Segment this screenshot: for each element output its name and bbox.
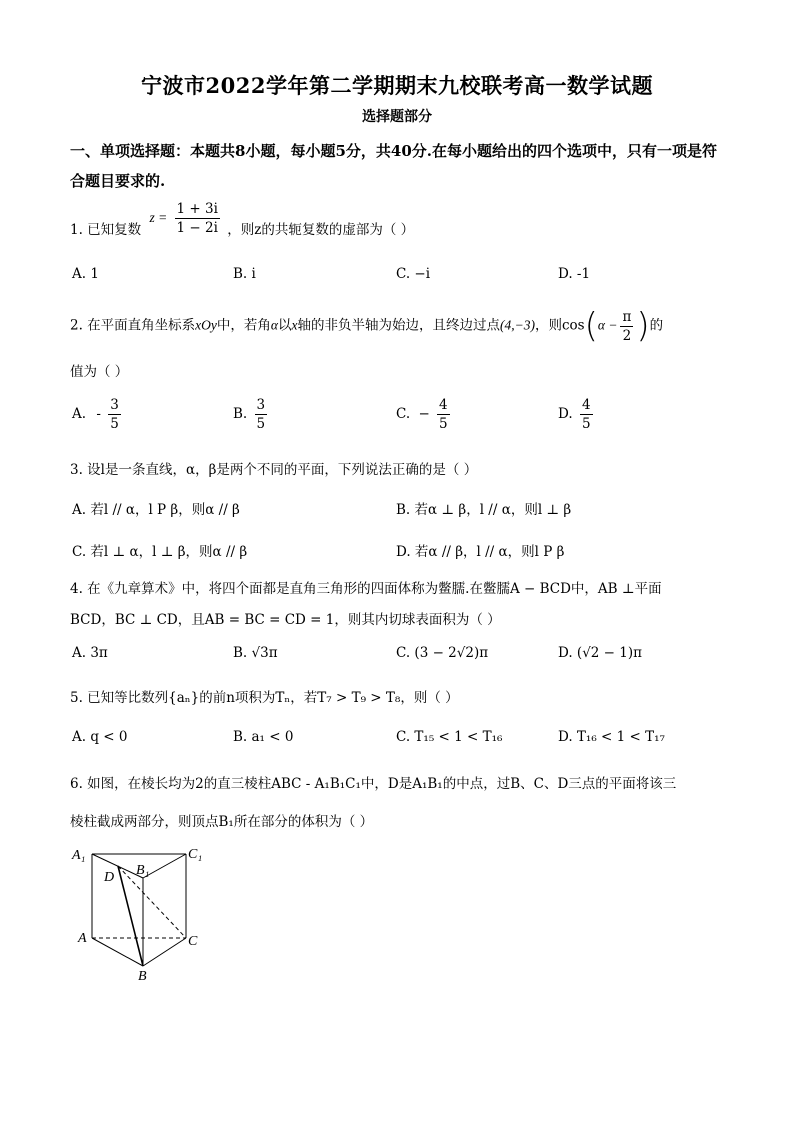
q1-fraction-num: 1 + 3i <box>176 201 218 217</box>
q3-option-c: C. 若l ⊥ α，l ⊥ β，则α // β <box>72 544 248 560</box>
q4-option-d: D. (√2 − 1)π <box>558 645 643 661</box>
q4-option-b: B. √3π <box>233 645 278 661</box>
q2-option-a-num: 3 <box>110 397 119 413</box>
q1-option-d: D. -1 <box>558 266 591 282</box>
label-d: D <box>104 870 115 885</box>
q2-option-a-den: 5 <box>110 416 119 432</box>
q2-cos: cos <box>561 317 585 334</box>
q4-option-c: C. (3 − 2√2)π <box>396 645 489 661</box>
q3-option-a: A. 若l // α，l P β，则α // β <box>72 502 240 518</box>
q2-option-c-sign: − <box>418 406 430 422</box>
label-a1: A₁ <box>72 848 86 863</box>
q2-xoy: xOy <box>195 317 217 333</box>
question-6-line2: 棱柱截成两部分，则顶点B₁所在部分的体积为（ ） <box>70 814 374 830</box>
question-4-line2: BCD，BC ⊥ CD，且AB = BC = CD = 1，则其内切球表面积为（ ） <box>70 612 501 628</box>
question-5-stem: 5. 已知等比数列{aₙ}的前n项积为Tₙ，若T₇ > T₉ > T₈，则（ ） <box>70 690 459 706</box>
q5-option-b: B. a₁ < 0 <box>233 729 294 745</box>
q2-option-b-frac <box>255 396 268 433</box>
q2-inner: α − <box>597 317 618 333</box>
section-heading: 一、单项选择题：本题共8小题，每小题5分，共40分.在每小题给出的四个选项中，只有一项是符合题目要求的. <box>70 142 717 190</box>
q2-option-b-den: 5 <box>256 416 266 432</box>
label-b1: B₁ <box>136 863 150 878</box>
q2-option-c <box>396 396 453 433</box>
label-a: A <box>78 931 87 946</box>
q2-option-c-frac <box>437 396 450 433</box>
q2-text-d: 轴的非负半轴为始边，且终边过点 <box>297 317 500 334</box>
question-6-line1: 6. 如图，在棱长均为2的直三棱柱ABC - A₁B₁C₁中，D是A₁B₁的中点，过B、C、D三点的平面将该三 <box>70 776 677 792</box>
q2-option-d <box>558 396 596 433</box>
q2-alpha: α <box>270 317 278 333</box>
q2-option-a-sign: - <box>96 406 101 422</box>
question-3-stem: 3. 设l是一条直线，α，β是两个不同的平面，下列说法正确的是（ ） <box>70 462 478 478</box>
q5-option-d: D. T₁₆ < 1 < T₁₇ <box>558 729 665 745</box>
q2-text-f: 的 <box>649 317 664 334</box>
q3-option-d: D. 若α // β，l // α，则l P β <box>396 544 565 560</box>
question-1-stem <box>70 201 415 249</box>
q4-option-a: A. 3π <box>72 645 108 661</box>
q2-text-c: 以 <box>278 317 292 334</box>
q2-left-paren: ( <box>584 306 598 346</box>
q2-option-d-num: 4 <box>581 397 591 413</box>
q1-fraction-den: 1 − 2i <box>176 220 218 236</box>
q2-option-a <box>72 396 124 433</box>
q2-pi-fraction <box>620 308 633 345</box>
q1-option-a: A. 1 <box>72 266 99 282</box>
q2-option-d-label: D. <box>558 406 573 422</box>
q2-option-b-num: 3 <box>256 397 266 413</box>
question-2-stem <box>70 306 663 346</box>
q2-option-b <box>233 396 270 433</box>
q2-x: x <box>291 317 298 333</box>
label-b: B <box>138 969 147 984</box>
section-subtitle: 选择题部分 <box>362 109 432 125</box>
q2-text-b: 中，若角 <box>216 317 271 334</box>
q2-text-e: ，则 <box>534 317 562 334</box>
q2-point: (4,−3) <box>500 317 535 333</box>
label-c: C <box>188 934 198 949</box>
edge-b1-c1 <box>143 854 186 878</box>
edge-d-c <box>118 866 186 938</box>
q2-two: 2 <box>622 327 632 344</box>
prism-figure <box>70 838 220 988</box>
edge-b-c <box>143 938 186 966</box>
q2-text-a: 2. 在平面直角坐标系 <box>70 317 196 334</box>
q5-option-a: A. q < 0 <box>72 729 128 745</box>
q1-fraction <box>175 200 220 237</box>
q2-option-d-den: 5 <box>581 416 591 432</box>
page-title: 宁波市2022学年第二学期期末九校联考高一数学试题 <box>141 73 653 98</box>
q2-right-paren: ) <box>636 306 650 346</box>
q1-option-b: B. i <box>233 266 256 282</box>
edge-d-b <box>118 866 143 966</box>
q3-option-b: B. 若α ⊥ β，l // α，则l ⊥ β <box>396 502 572 518</box>
q2-option-c-num: 4 <box>439 397 448 413</box>
q2-option-c-den: 5 <box>439 416 448 432</box>
q2-option-a-frac <box>108 396 121 433</box>
q2-option-b-label: B. <box>233 406 248 422</box>
q1-suffix: ，则z的共轭复数的虚部为（ ） <box>227 222 415 238</box>
label-c1: C₁ <box>188 847 203 862</box>
q2-pi: π <box>622 308 632 325</box>
q5-option-c: C. T₁₅ < 1 < T₁₆ <box>396 729 503 745</box>
q2-option-a-label: A. <box>72 406 87 422</box>
q1-z-eq: z = <box>149 210 168 225</box>
question-4-line1: 4. 在《九章算术》中，将四个面都是直角三角形的四面体称为鳖臑.在鳖臑A − BCD中，AB ⊥平面 <box>70 581 662 597</box>
q2-option-c-label: C. <box>396 406 411 422</box>
q1-prefix: 1. 已知复数 <box>70 222 142 238</box>
q2-option-d-frac <box>580 396 593 433</box>
edge-a-b <box>92 938 143 966</box>
q2-line2: 值为（ ） <box>70 364 129 380</box>
q1-option-c: C. −i <box>396 266 431 282</box>
